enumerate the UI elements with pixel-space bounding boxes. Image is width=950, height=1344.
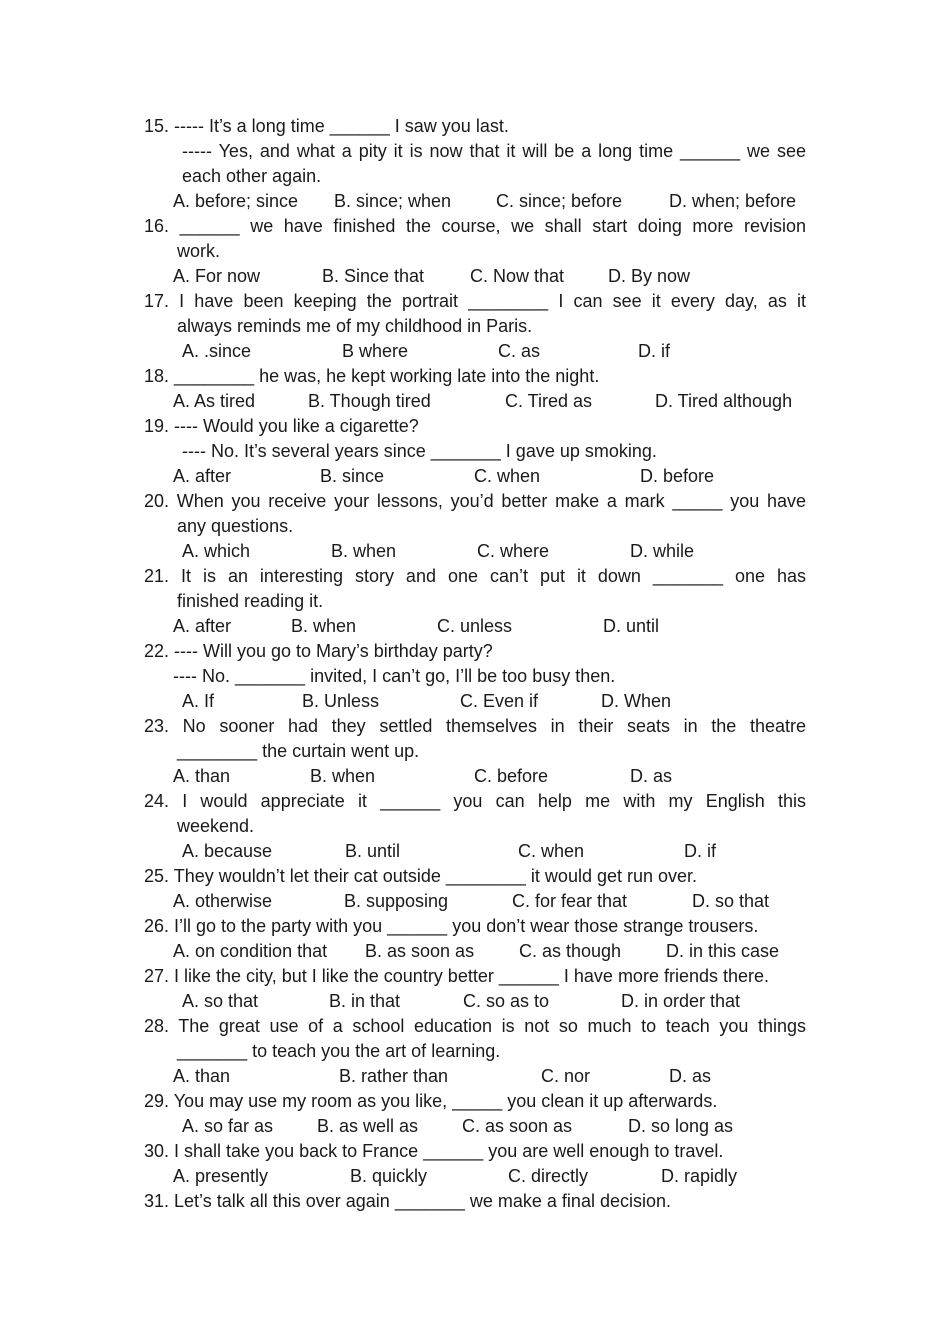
- q29-option-a: A. so far as: [182, 1116, 274, 1136]
- q24-option-a: A. because: [182, 841, 273, 861]
- q15-option-b: B. since; when: [334, 191, 452, 211]
- q18-option-c: C. Tired as: [505, 391, 593, 411]
- q15-option-a: A. before; since: [173, 191, 299, 211]
- q20-stem-line: 20. When you receive your lessons, you’d better make a mark _____ you have: [144, 491, 806, 511]
- q25-option-a: A. otherwise: [173, 891, 273, 911]
- q22-option-d: D. When: [601, 691, 672, 711]
- q27-stem-line: 27. I like the city, but I like the country better ______ I have more friends there.: [144, 966, 770, 986]
- q28-stem-line: 28. The great use of a school education is not so much to teach you things: [144, 1016, 806, 1036]
- q21-option-a: A. after: [173, 616, 232, 636]
- q28-option-d: D. as: [669, 1066, 712, 1086]
- q23-stem-line: ________ the curtain went up.: [177, 741, 420, 761]
- q22-stem-line: ---- No. _______ invited, I can’t go, I’ll be too busy then.: [173, 666, 616, 686]
- q23-option-b: B. when: [310, 766, 376, 786]
- q16-option-c: C. Now that: [470, 266, 565, 286]
- q26-option-b: B. as soon as: [365, 941, 475, 961]
- q29-option-c: C. as soon as: [462, 1116, 573, 1136]
- q28-option-b: B. rather than: [339, 1066, 449, 1086]
- q29-stem-line: 29. You may use my room as you like, _____ you clean it up afterwards.: [144, 1091, 718, 1111]
- q17-option-c: C. as: [498, 341, 541, 361]
- q15-stem-line: 15. ----- It’s a long time ______ I saw you last.: [144, 116, 509, 136]
- q15-stem-line: ----- Yes, and what a pity it is now that it will be a long time ______ we see: [182, 141, 806, 161]
- q19-stem-line: ---- No. It’s several years since _______ I gave up smoking.: [182, 441, 657, 461]
- q17-stem-line: always reminds me of my childhood in Paris.: [177, 316, 533, 336]
- q16-option-d: D. By now: [608, 266, 691, 286]
- q23-option-a: A. than: [173, 766, 231, 786]
- q18-stem-line: 18. ________ he was, he kept working late into the night.: [144, 366, 600, 386]
- q17-option-a: A. .since: [182, 341, 252, 361]
- q17-option-d: D. if: [638, 341, 671, 361]
- q23-stem-line: 23. No sooner had they settled themselves in their seats in the theatre: [144, 716, 806, 736]
- q27-option-a: A. so that: [182, 991, 259, 1011]
- q20-option-a: A. which: [182, 541, 251, 561]
- q25-option-d: D. so that: [692, 891, 770, 911]
- q30-option-b: B. quickly: [350, 1166, 428, 1186]
- q16-stem-line: work.: [177, 241, 221, 261]
- q16-stem-line: 16. ______ we have finished the course, we shall start doing more revision: [144, 216, 806, 236]
- q28-stem-line: _______ to teach you the art of learning.: [177, 1041, 501, 1061]
- q26-option-c: C. as though: [519, 941, 622, 961]
- q16-option-b: B. Since that: [322, 266, 425, 286]
- q27-option-d: D. in order that: [621, 991, 741, 1011]
- q24-stem-line: weekend.: [177, 816, 255, 836]
- q19-stem-line: 19. ---- Would you like a cigarette?: [144, 416, 419, 436]
- q25-option-b: B. supposing: [344, 891, 449, 911]
- q30-option-c: C. directly: [508, 1166, 589, 1186]
- q29-option-b: B. as well as: [317, 1116, 419, 1136]
- q17-option-b: B where: [342, 341, 409, 361]
- q30-option-a: A. presently: [173, 1166, 269, 1186]
- q30-option-d: D. rapidly: [661, 1166, 738, 1186]
- q21-option-c: C. unless: [437, 616, 513, 636]
- q15-option-c: C. since; before: [496, 191, 623, 211]
- q20-option-c: C. where: [477, 541, 550, 561]
- q23-option-c: C. before: [474, 766, 549, 786]
- q15-stem-line: each other again.: [182, 166, 322, 186]
- q22-option-b: B. Unless: [302, 691, 380, 711]
- q23-option-d: D. as: [630, 766, 673, 786]
- q24-stem-line: 24. I would appreciate it ______ you can help me with my English this: [144, 791, 806, 811]
- q20-stem-line: any questions.: [177, 516, 294, 536]
- q18-option-d: D. Tired although: [655, 391, 793, 411]
- q25-option-c: C. for fear that: [512, 891, 628, 911]
- q17-stem-line: 17. I have been keeping the portrait ________ I can see it every day, as it: [144, 291, 806, 311]
- q16-option-a: A. For now: [173, 266, 261, 286]
- q21-stem-line: 21. It is an interesting story and one can’t put it down _______ one has: [144, 566, 806, 586]
- q31-stem-line: 31. Let’s talk all this over again _______ we make a final decision.: [144, 1191, 671, 1211]
- q26-option-a: A. on condition that: [173, 941, 328, 961]
- q24-option-d: D. if: [684, 841, 717, 861]
- q30-stem-line: 30. I shall take you back to France ______ you are well enough to travel.: [144, 1141, 724, 1161]
- q21-option-b: B. when: [291, 616, 357, 636]
- q15-option-d: D. when; before: [669, 191, 797, 211]
- q18-option-a: A. As tired: [173, 391, 256, 411]
- q21-stem-line: finished reading it.: [177, 591, 324, 611]
- q27-option-b: B. in that: [329, 991, 401, 1011]
- q28-option-c: C. nor: [541, 1066, 591, 1086]
- q19-option-a: A. after: [173, 466, 232, 486]
- q19-option-b: B. since: [320, 466, 385, 486]
- q21-option-d: D. until: [603, 616, 660, 636]
- q26-option-d: D. in this case: [666, 941, 780, 961]
- q22-stem-line: 22. ---- Will you go to Mary’s birthday party?: [144, 641, 493, 661]
- q28-option-a: A. than: [173, 1066, 231, 1086]
- q20-option-b: B. when: [331, 541, 397, 561]
- q20-option-d: D. while: [630, 541, 695, 561]
- q24-option-c: C. when: [518, 841, 585, 861]
- q26-stem-line: 26. I’ll go to the party with you ______ you don’t wear those strange trousers.: [144, 916, 759, 936]
- q19-option-d: D. before: [640, 466, 715, 486]
- q24-option-b: B. until: [345, 841, 401, 861]
- q27-option-c: C. so as to: [463, 991, 550, 1011]
- q22-option-c: C. Even if: [460, 691, 539, 711]
- q19-option-c: C. when: [474, 466, 541, 486]
- q25-stem-line: 25. They wouldn’t let their cat outside ________ it would get run over.: [144, 866, 698, 886]
- q22-option-a: A. If: [182, 691, 215, 711]
- q18-option-b: B. Though tired: [308, 391, 431, 411]
- q29-option-d: D. so long as: [628, 1116, 734, 1136]
